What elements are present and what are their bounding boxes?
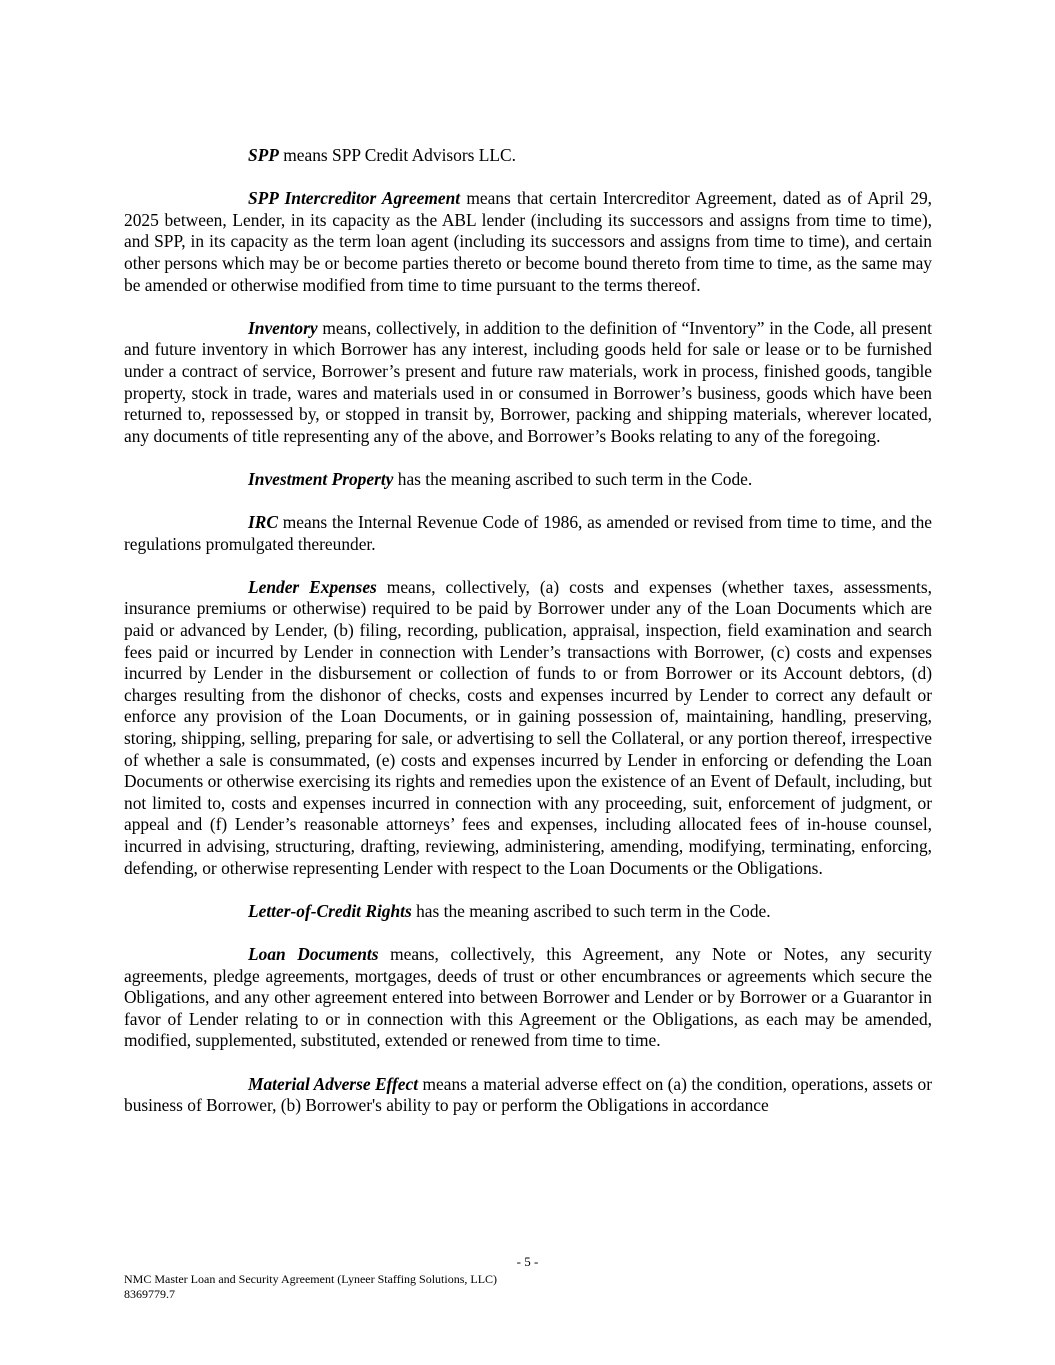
- definition-irc: [124, 512, 932, 555]
- defined-term: Investment Property: [248, 468, 394, 489]
- defined-term: Loan Documents: [248, 943, 379, 964]
- definition-text: means that certain Intercreditor Agreement, dated as of April 29, 2025 between, Lender, in its capacity as the ABL lender (including its successors and assigns from time to time), and SPP, in its capacity as the term loan agent (including its successors and assigns from time to time), and certain other persons which may be or become parties thereto or become bound thereto from time to time, as the same may be amended or otherwise modified from time to time pursuant to the terms thereof.: [124, 188, 932, 295]
- definition-letter-of-credit-rights: [124, 901, 932, 923]
- page-footer: [124, 1272, 497, 1302]
- definition-text: means the Internal Revenue Code of 1986, as amended or revised from time to time, and the regulations promulgated thereunder.: [124, 512, 932, 554]
- definition-text: means, collectively, (a) costs and expenses (whether taxes, assessments, insurance premiums or otherwise) required to be paid by Borrower under any of the Loan Documents which are paid or advanced by Lender, (b) filing, recording, publication, appraisal, inspection, field examination and search fees paid or incurred by Lender in connection with Lender’s transactions with Borrower, (c) costs and expenses incurred by Lender in the disbursement or collection of funds to or from Borrower or its Account debtors, (d) charges resulting from the dishonor of checks, costs and expenses incurred by Lender to correct any default or enforce any provision of the Loan Documents, or in gaining possession of, maintaining, handling, preserving, storing, shipping, selling, preparing for sale, or advertising to sell the Collateral, or any portion thereof, irrespective of whether a sale is consummated, (e) costs and expenses incurred by Lender in enforcing or defending the Loan Documents or otherwise exercising its rights and remedies upon the existence of an Event of Default, including, but not limited to, costs and expenses incurred in connection with any proceeding, suit, enforcement of judgment, or appeal and (f) Lender’s reasonable attorneys’ fees and expenses, including allocated fees of in-house counsel, incurred in advising, structuring, drafting, reviewing, administering, amending, modifying, terminating, enforcing, defending, or otherwise representing Lender with respect to the Loan Documents or the Obligations.: [124, 576, 932, 878]
- definition-investment-property: [124, 469, 932, 491]
- defined-term: Lender Expenses: [248, 576, 377, 597]
- defined-term: Letter-of-Credit Rights: [248, 900, 412, 921]
- definition-spp: [124, 145, 932, 167]
- defined-term: Inventory: [248, 317, 318, 338]
- definition-lender-expenses: [124, 577, 932, 879]
- definition-text: means, collectively, in addition to the definition of “Inventory” in the Code, all present and future inventory in which Borrower has any interest, including goods held for sale or lease or to be furnished under a contract of service, Borrower’s present and future raw materials, work in process, finished goods, tangible property, stock in trade, wares and materials used in or consumed in Borrower’s business, goods which have been returned to, repossessed by, or stopped in transit by, Borrower, packing and shipping materials, wherever located, any documents of title representing any of the above, and Borrower’s Books relating to any of the foregoing.: [124, 317, 932, 446]
- definition-loan-documents: [124, 944, 932, 1052]
- definition-text: means, collectively, this Agreement, any Note or Notes, any security agreements, pledge agreements, mortgages, deeds of trust or other encumbrances or agreements which secure the Obligations, and any other agreement entered into between Borrower and Lender or by Borrower or a Guarantor in favor of Lender relating to or in connection with this Agreement or the Obligations, as each may be amended, modified, supplemented, substituted, extended or renewed from time to time.: [124, 943, 932, 1051]
- defined-term: IRC: [248, 512, 278, 533]
- definition-material-adverse-effect: [124, 1074, 932, 1117]
- page-number: - 5 -: [516, 1254, 539, 1269]
- defined-term: Material Adverse Effect: [248, 1073, 419, 1094]
- defined-term: SPP Intercreditor Agreement: [248, 188, 461, 209]
- definitions-section: [124, 145, 932, 1138]
- defined-term: SPP: [248, 145, 279, 165]
- footer-document-id: 8369779.7: [124, 1287, 175, 1301]
- definition-text: means SPP Credit Advisors LLC.: [278, 145, 516, 165]
- definition-text: has the meaning ascribed to such term in the Code.: [411, 900, 771, 921]
- definition-text: means a material adverse effect on (a) the condition, operations, assets or business of Borrower, (b) Borrower's ability to pay or perform the Obligations in accordance: [124, 1073, 932, 1116]
- definition-text: has the meaning ascribed to such term in the Code.: [393, 468, 753, 489]
- definition-inventory: [124, 318, 932, 448]
- footer-document-title: NMC Master Loan and Security Agreement (Lyneer Staffing Solutions, LLC): [124, 1272, 498, 1286]
- definition-spp-intercreditor-agreement: [124, 188, 932, 296]
